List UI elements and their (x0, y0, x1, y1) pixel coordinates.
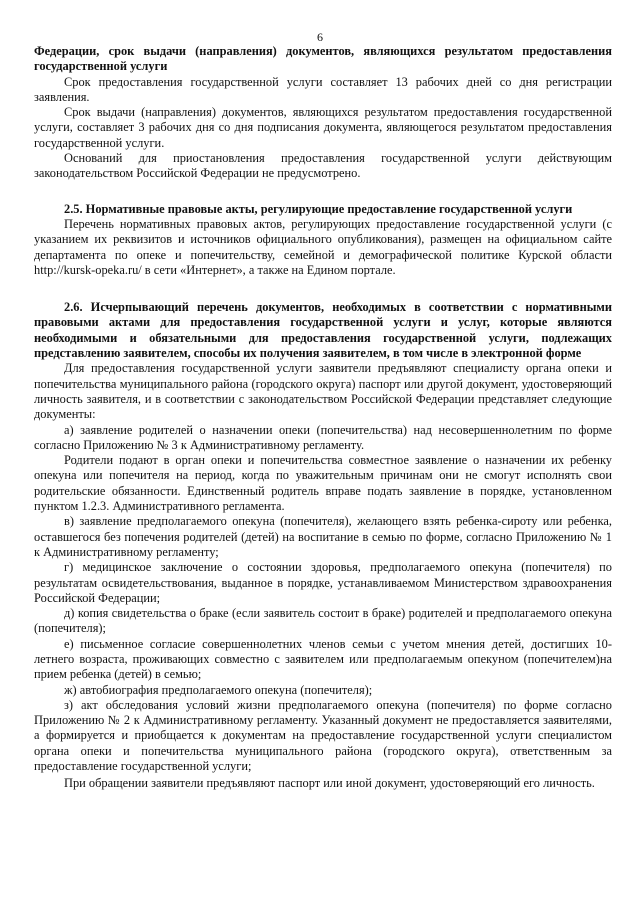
list-item-z: з) акт обследования условий жизни предполагаемого опекуна (попечителя) по форме согласно Приложению № 2 к Административному регламенту. Указанный документ не предоставляется заявителями, а формируется и приобщается к документам на предоставление государственной услуги специалистом органа опеки и попечительства муниципального района (городского округа), ответственным за предоставление государственной услуги; (34, 697, 612, 774)
section-heading-2-5: 2.5. Нормативные правовые акты, регулирующие предоставление государственной услуги (64, 201, 573, 216)
paragraph-term: Срок предоставления государственной услуги составляет 13 рабочих дней со дня регистрации заявления. (34, 74, 612, 104)
list-item-g: г) медицинское заключение о состоянии здоровья, предполагаемого опекуна (попечителя) по результатам освидетельствования, выданное в порядке, устанавливаемом Министерством здравоохранения Российской Федерации; (34, 560, 612, 605)
list-item-v: в) заявление предполагаемого опекуна (попечителя), желающего взять ребенка-сироту или ребенка, оставшегося без попечения родителей (детей) на воспитание в семью по форме, согласно Приложению № 1 к Административному регламенту; (34, 514, 612, 559)
list-item-zh: ж) автобиография предполагаемого опекуна (попечителя); (64, 682, 373, 697)
section-heading-2-6: 2.6. Исчерпывающий перечень документов, необходимых в соответствии с нормативными правовыми актами для предоставления государственной услуги и услуг, которые являются необходимыми и обязательными для предоставления государственной услуги, подлежащих представлению заявителем, способы их получения заявителем, в том числе в электронной форме (34, 300, 612, 361)
list-item-e: е) письменное согласие совершеннолетних членов семьи с учетом мнения детей, достигших 10-летнего возраста, проживающих совместно с заявителем или предполагаемым опекуном (попечителем)на прием ребенка (детей) в семью; (34, 636, 612, 682)
list-item-d: д) копия свидетельства о браке (если заявитель состоит в браке) родителей и предполагаемого опекуна (попечителя); (34, 606, 612, 636)
paragraph-parents: Родители подают в орган опеки и попечительства совместное заявление о назначении их ребенку опекуна или попечителя на период, когда по уважительным причинам они не смогут исполнять свои родительские обязанности. Единственный родитель вправе подать заявление в порядке, установленном пунктом 1.2.3. Административного регламента. (34, 453, 612, 514)
paragraph-documents-intro: Для предоставления государственной услуги заявители предъявляют специалисту органа опеки и попечительства муниципального района (городского округа) паспорт или другой документ, удостоверяющий личность заявителя, и в соответствии с законодательством Российской Федерации представляет следующие документы: (34, 361, 612, 422)
paragraph-legal-acts: Перечень нормативных правовых актов, регулирующих предоставление государственной услуги (с указанием их реквизитов и источников официального опубликования), размещен на официальном сайте департамента по опеке и попечительству, семейной и демографической политике Курской области http://kursk-opeka.ru/ в сети «Интернет», а также на Едином портале. (34, 216, 612, 277)
section-heading-continued: Федерации, срок выдачи (направления) документов, являющихся результатом предоставления государственной услуги (34, 44, 612, 74)
page-number: 6 (317, 30, 323, 44)
list-item-a: а) заявление родителей о назначении опеки (попечительства) над несовершеннолетним по форме согласно Приложению № 3 к Административному регламенту. (34, 422, 612, 452)
paragraph-passport: При обращении заявители предъявляют паспорт или иной документ, удостоверяющий его личность. (64, 776, 595, 791)
paragraph-suspension: Оснований для приостановления предоставления государственной услуги действующим законодательством Российской Федерации не предусмотрено. (34, 151, 612, 181)
document-body (34, 44, 612, 792)
paragraph-issue-term: Срок выдачи (направления) документов, являющихся результатом предоставления государственной услуги, составляет 3 рабочих дня со дня подписания документа, являющегося результатом предоставления государственной услуги. (34, 105, 612, 150)
